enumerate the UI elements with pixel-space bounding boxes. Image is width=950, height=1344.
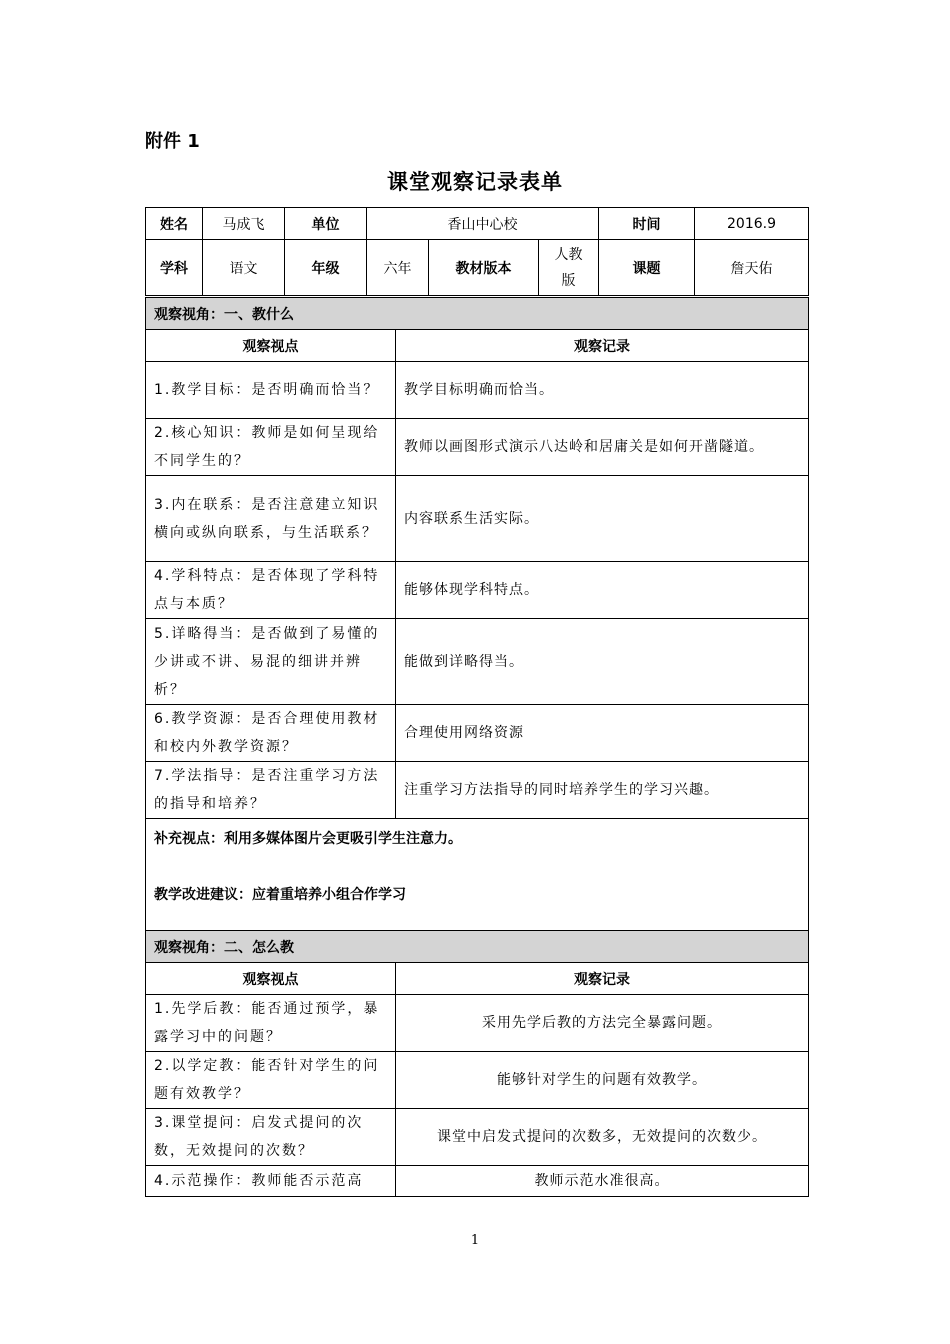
observation-record: 课堂中启发式提问的次数多，无效提问的次数少。: [396, 1109, 809, 1166]
grade-label: 年级: [285, 240, 367, 296]
table-row: [146, 705, 809, 762]
name-value: 马成飞: [203, 208, 285, 240]
observation-point: 6.教学资源：是否合理使用教材和校内外教学资源？: [146, 705, 396, 762]
edition-value: [539, 240, 599, 296]
observation-point: 7.学法指导：是否注重学习方法的指导和培养？: [146, 762, 396, 819]
improvement-text: 教学改进建议：应着重培养小组合作学习: [154, 887, 406, 903]
table-row: [146, 362, 809, 419]
time-value: 2016.9: [695, 208, 809, 240]
table-row: [146, 419, 809, 476]
info-row-1: [146, 208, 809, 240]
table-row: [146, 1166, 809, 1197]
unit-value: 香山中心校: [367, 208, 599, 240]
page-title: 课堂观察记录表单: [387, 170, 563, 194]
attachment-label: 附件 1: [145, 131, 200, 152]
edition-value-line2: 版: [561, 272, 576, 289]
observation-point: 2.以学定教：能否针对学生的问题有效教学？: [146, 1052, 396, 1109]
section1-title: 观察视角：一、教什么: [146, 298, 809, 330]
section1-col2-header: 观察记录: [396, 330, 809, 362]
observation-point: 1.先学后教：能否通过预学，暴露学习中的问题？: [146, 995, 396, 1052]
subject-value: 语文: [203, 240, 285, 296]
table-row: [146, 619, 809, 705]
observation-point: 3.内在联系：是否注意建立知识横向或纵向联系，与生活联系？: [146, 476, 396, 562]
observation-record: 合理使用网络资源: [396, 705, 809, 762]
observation-record: 教学目标明确而恰当。: [396, 362, 809, 419]
subject-label: 学科: [146, 240, 203, 296]
observation-record: 能够针对学生的问题有效教学。: [396, 1052, 809, 1109]
info-row-2: [146, 240, 809, 296]
table-row: [146, 1052, 809, 1109]
supplement-text: 补充视点：利用多媒体图片会更吸引学生注意力。: [154, 831, 462, 847]
table-row: [146, 995, 809, 1052]
topic-value: 詹天佑: [695, 240, 809, 296]
observation-record: 教师示范水准很高。: [396, 1166, 809, 1197]
observation-record: 内容联系生活实际。: [396, 476, 809, 562]
observation-point: 4.学科特点：是否体现了学科特点与本质？: [146, 562, 396, 619]
edition-label: 教材版本: [429, 240, 539, 296]
section1-col1-header: 观察视点: [146, 330, 396, 362]
observation-record: 教师以画图形式演示八达岭和居庸关是如何开凿隧道。: [396, 419, 809, 476]
table-row: [146, 562, 809, 619]
info-table: [145, 207, 809, 296]
observation-point: 4.示范操作：教师能否示范高: [146, 1166, 396, 1197]
section1-table: [145, 297, 809, 1197]
observation-point: 2.核心知识：教师是如何呈现给不同学生的？: [146, 419, 396, 476]
edition-value-line1: 人教: [554, 246, 583, 263]
supplement-cell: [146, 819, 809, 931]
observation-point: 5.详略得当：是否做到了易懂的少讲或不讲、易混的细讲并辨析？: [146, 619, 396, 705]
observation-record: 采用先学后教的方法完全暴露问题。: [396, 995, 809, 1052]
table-row: [146, 1109, 809, 1166]
section2-col2-header: 观察记录: [396, 963, 809, 995]
table-row: [146, 476, 809, 562]
section2-title: 观察视角：二、怎么教: [146, 931, 809, 963]
name-label: 姓名: [146, 208, 203, 240]
topic-label: 课题: [599, 240, 695, 296]
table-row: [146, 762, 809, 819]
observation-point: 3.课堂提问：启发式提问的次数，无效提问的次数？: [146, 1109, 396, 1166]
unit-label: 单位: [285, 208, 367, 240]
observation-point: 1.教学目标：是否明确而恰当？: [146, 362, 396, 419]
observation-record: 能做到详略得当。: [396, 619, 809, 705]
section2-col1-header: 观察视点: [146, 963, 396, 995]
grade-value: 六年: [367, 240, 429, 296]
page-number: 1: [470, 1233, 480, 1248]
observation-record: 能够体现学科特点。: [396, 562, 809, 619]
observation-record: 注重学习方法指导的同时培养学生的学习兴趣。: [396, 762, 809, 819]
time-label: 时间: [599, 208, 695, 240]
